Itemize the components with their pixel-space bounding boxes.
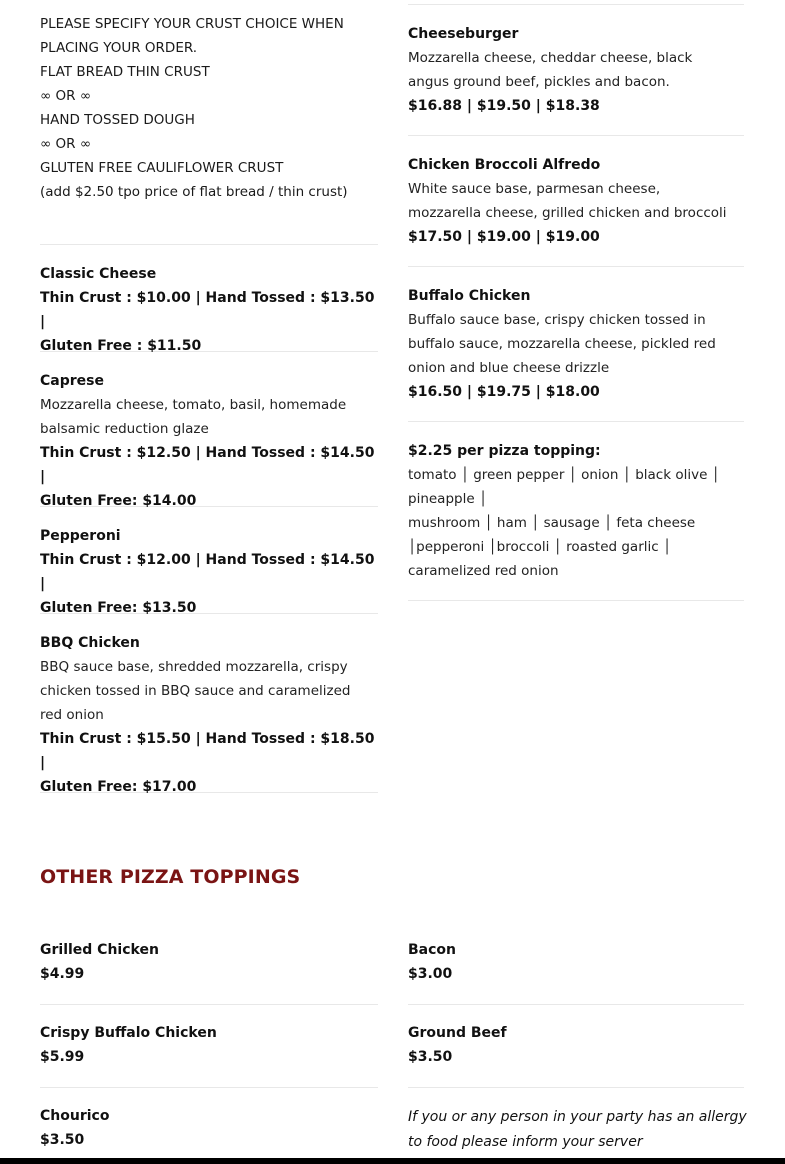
item-name: Cheeseburger (408, 26, 519, 42)
divider (40, 1004, 378, 1005)
item-price: Thin Crust : $12.00 | Hand Tossed : $14.50 | (40, 552, 375, 592)
topping-name: Ground Beef (408, 1025, 507, 1041)
item-price: Thin Crust : $15.50 | Hand Tossed : $18.50 | (40, 731, 375, 771)
allergy-notice (408, 1105, 748, 1155)
item-name: Chicken Broccoli Alfredo (408, 157, 601, 173)
crust-note-line: PLEASE SPECIFY YOUR CRUST CHOICE WHEN (40, 16, 344, 32)
item-price: Thin Crust : $12.50 | Hand Tossed : $14.50 | (40, 445, 375, 485)
divider (408, 1087, 744, 1088)
item-name: Caprese (40, 373, 104, 389)
item-description: buffalo sauce, mozzarella cheese, pickled red (408, 336, 716, 352)
item-price: Thin Crust : $10.00 | Hand Tossed : $13.50 | (40, 290, 375, 330)
divider (408, 600, 744, 601)
allergy-notice-line: If you or any person in your party has an allergy (408, 1109, 747, 1125)
item-price: $16.50 | $19.75 | $18.00 (408, 384, 600, 400)
menu-item-chicken-broccoli-alfredo (408, 136, 744, 266)
item-name: Buffalo Chicken (408, 288, 531, 304)
topping-price-list (408, 422, 744, 600)
topping-name: Grilled Chicken (40, 942, 159, 958)
topping-list-line: caramelized red onion (408, 563, 559, 579)
divider (40, 1087, 378, 1088)
item-description: red onion (40, 707, 104, 723)
topping-item-chourico (40, 1104, 378, 1152)
item-price: Gluten Free: $17.00 (40, 779, 197, 795)
item-description: onion and blue cheese drizzle (408, 360, 610, 376)
topping-item-crispy-buffalo-chicken (40, 1021, 378, 1069)
topping-list-line: │pepperoni │broccoli │ roasted garlic │ (408, 539, 672, 555)
topping-item-grilled-chicken (40, 938, 378, 986)
menu-item-pepperoni (40, 507, 378, 616)
item-description: angus ground beef, pickles and bacon. (408, 74, 670, 90)
item-description: mozzarella cheese, grilled chicken and broccoli (408, 205, 727, 221)
topping-price-label: $2.25 per pizza topping: (408, 443, 601, 459)
item-name: Classic Cheese (40, 266, 157, 282)
item-description: balsamic reduction glaze (40, 421, 209, 437)
item-description: White sauce base, parmesan cheese, (408, 181, 661, 197)
item-description: Buffalo sauce base, crispy chicken tossed in (408, 312, 706, 328)
menu-item-caprese (40, 352, 378, 509)
topping-list-line: mushroom │ ham │ sausage │ feta cheese (408, 515, 696, 531)
divider (408, 1004, 744, 1005)
item-price: $17.50 | $19.00 | $19.00 (408, 229, 600, 245)
topping-item-bacon (408, 938, 744, 986)
crust-note-line: GLUTEN FREE CAULIFLOWER CRUST (40, 160, 284, 176)
crust-note-line: ∞ OR ∞ (40, 88, 92, 104)
topping-price: $4.99 (40, 966, 85, 982)
item-price: Gluten Free : $11.50 (40, 338, 202, 354)
section-title-other-toppings: OTHER PIZZA TOPPINGS (40, 866, 301, 888)
item-name: BBQ Chicken (40, 635, 140, 651)
topping-list-line: tomato │ green pepper │ onion │ black olive │ (408, 467, 720, 483)
crust-note-line: (add $2.50 tpo price of flat bread / thin crust) (40, 184, 348, 200)
topping-list-line: pineapple │ (408, 491, 488, 507)
menu-item-bbq-chicken (40, 614, 378, 795)
topping-price: $5.99 (40, 1049, 85, 1065)
item-price: $16.88 | $19.50 | $18.38 (408, 98, 600, 114)
topping-name: Chourico (40, 1108, 110, 1124)
crust-note-line: PLACING YOUR ORDER. (40, 40, 198, 56)
item-description: BBQ sauce base, shredded mozzarella, crispy (40, 659, 348, 675)
item-name: Pepperoni (40, 528, 121, 544)
allergy-notice-line: to food please inform your server (408, 1134, 643, 1150)
bottom-bar (0, 1158, 785, 1164)
item-description: Mozzarella cheese, tomato, basil, homemade (40, 397, 347, 413)
crust-note-line: HAND TOSSED DOUGH (40, 112, 195, 128)
menu-item-buffalo-chicken (408, 267, 744, 421)
topping-item-ground-beef (408, 1021, 744, 1069)
menu-item-classic-cheese (40, 245, 378, 354)
topping-name: Bacon (408, 942, 457, 958)
left-column (40, 0, 378, 795)
item-price: Gluten Free: $14.00 (40, 493, 197, 509)
crust-note-line: FLAT BREAD THIN CRUST (40, 64, 210, 80)
item-description: chicken tossed in BBQ sauce and caramelized (40, 683, 351, 699)
menu-item-cheeseburger (408, 5, 744, 135)
topping-name: Crispy Buffalo Chicken (40, 1025, 217, 1041)
item-description: Mozzarella cheese, cheddar cheese, black (408, 50, 693, 66)
topping-price: $3.50 (40, 1132, 85, 1148)
crust-note-line: ∞ OR ∞ (40, 136, 92, 152)
topping-price: $3.50 (408, 1049, 453, 1065)
item-price: Gluten Free: $13.50 (40, 600, 197, 616)
crust-notes (40, 0, 378, 232)
topping-price: $3.00 (408, 966, 453, 982)
